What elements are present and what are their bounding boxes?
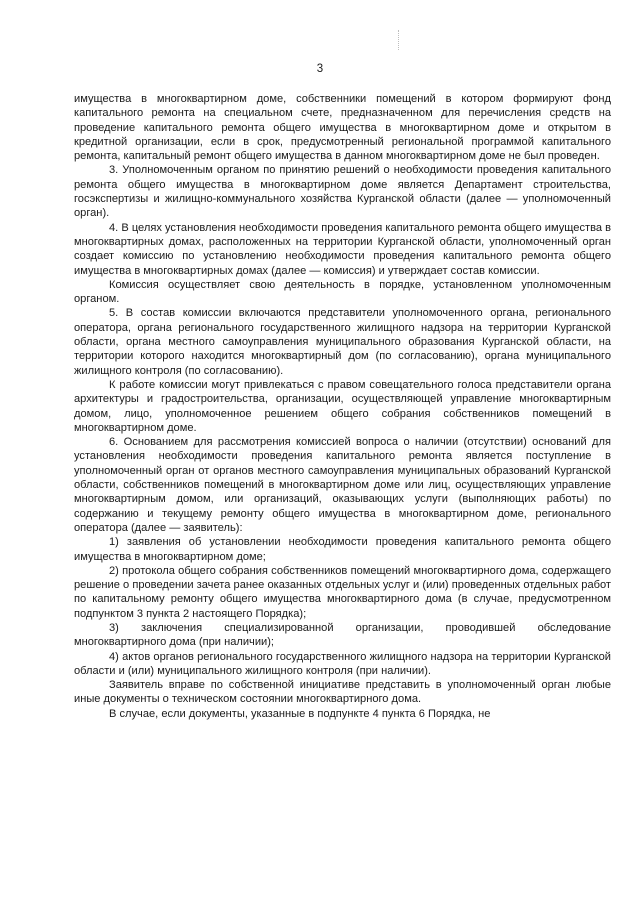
paragraph-advisory-members: К работе комиссии могут привлекаться с правом совещательного голоса представители органа архитектуры и градостроительства, организации, осуществляющей управление многоквартирным домом, лицо, уполномоченное решением общего собрания собственников помещений в многоквартирном доме.: [74, 378, 611, 434]
paragraph-truncated: В случае, если документы, указанные в подпункте 4 пункта 6 Порядка, не: [109, 707, 491, 720]
list-item-2: 2) протокола общего собрания собственников помещений многоквартирного дома, содержащего решение о проведении зачета ранее оказанных отдельных услуг и (или) проведенных отдельных работ по капитальному ремонту общего имущества многоквартирного дома (в случае, предусмотренном подпунктом 3 пункта 2 настоящего Порядка);: [74, 564, 611, 620]
page-number: 3: [316, 63, 324, 75]
paragraph-applicant-right: Заявитель вправе по собственной инициативе представить в уполномоченный орган любые иные документы о техническом состоянии многоквартирного дома.: [74, 679, 611, 706]
paragraph-clause-4: 4. В целях установления необходимости проведения капитального ремонта общего имущества в многоквартирных домах, расположенных на территории Курганской области, уполномоченный орган создает комиссию по установлению необходимости проведения капитального ремонта общего имущества в многоквартирных домах (далее — комиссия) и утверждает состав комиссии.: [74, 221, 611, 277]
list-item-3: 3) заключения специализированной организации, проводившей обследование многоквартирного дома (при наличии);: [74, 621, 611, 649]
paragraph-clause-6: 6. Основанием для рассмотрения комиссией вопроса о наличии (отсутствии) оснований для установления необходимости проведения капитального ремонта является поступление в уполномоченный орган от органов местного самоуправления муниципальных образований Курганской области, собственников помещений в многоквартирном доме или лиц, осуществляющих управление многоквартирным домом, или организаций, оказывающих услуги (выполняющих работы) по содержанию и текущему ремонту общего имущества в многоквартирном доме, регионального оператора (далее — заявитель):: [74, 436, 611, 534]
list-item-4: 4) актов органов регионального государственного жилищного надзора на территории Курганской области и (или) муниципального жилищного контроля (при наличии).: [74, 650, 611, 677]
document-body: [74, 92, 611, 721]
scan-artifact: [398, 30, 401, 50]
paragraph-clause-3: 3. Уполномоченным органом по принятию решений о необходимости проведения капитального ремонта общего имущества в многоквартирном доме является Департамент строительства, госэкспертизы и жилищно-коммунального хозяйства Курганской области (далее — уполномоченный орган).: [74, 164, 611, 220]
paragraph-commission-activity: Комиссия осуществляет свою деятельность в порядке, установленном уполномоченным органом.: [74, 278, 611, 306]
paragraph-continuation: имущества в многоквартирном доме, собственники помещений в котором формируют фонд капитального ремонта на специальном счете, предназначенном для перечисления средств на проведение капитального ремонта общего имущества в многоквартирном доме и открытом в кредитной организации, если в срок, предусмотренный региональной программой капитального ремонта, капитальный ремонт общего имущества в данном многоквартирном доме не был проведен.: [74, 93, 611, 163]
list-item-1: 1) заявления об установлении необходимости проведения капитального ремонта общего имущества в многоквартирном доме;: [74, 536, 611, 563]
paragraph-clause-5: 5. В состав комиссии включаются представители уполномоченного органа, регионального оператора, органа регионального государственного жилищного надзора на территории Курганской области, органа местного самоуправления муниципального образования Курганской области, на территории которого находится многоквартирный дом (по согласованию), органа муниципального жилищного контроля (по согласованию).: [74, 307, 611, 377]
